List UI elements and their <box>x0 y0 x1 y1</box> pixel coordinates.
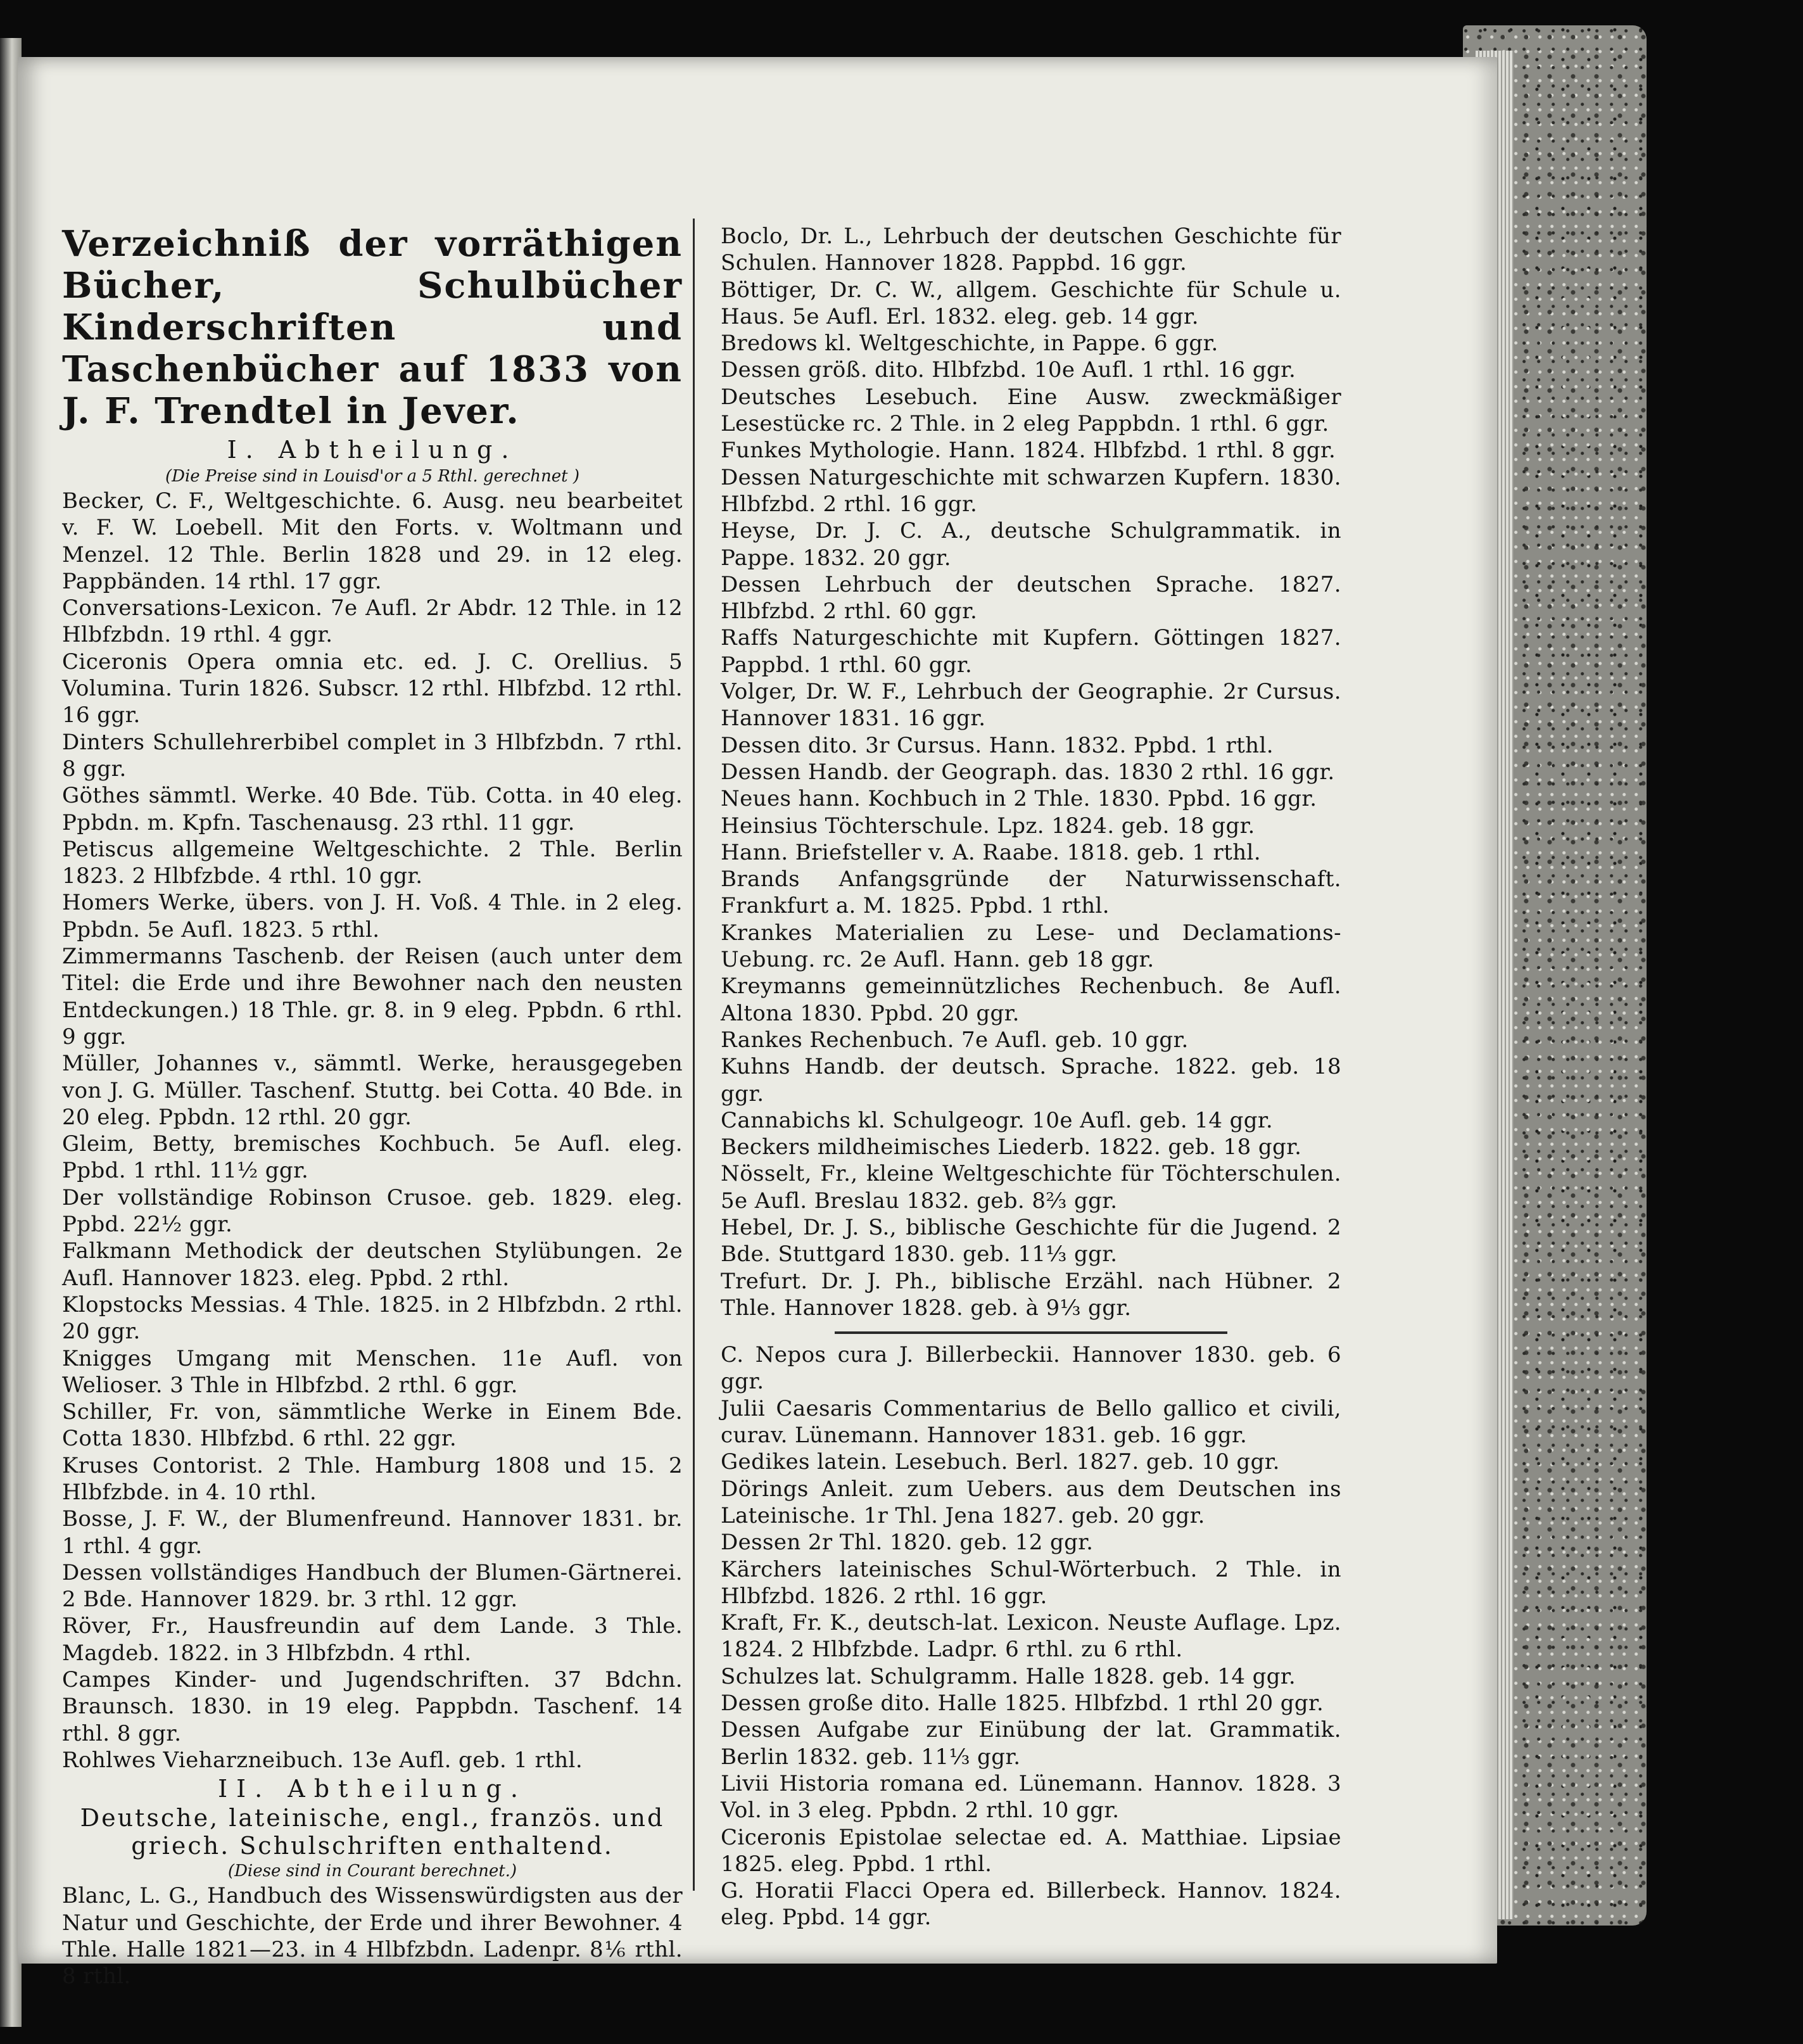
catalog-entry: Funkes Mythologie. Hann. 1824. Hlbfzbd. 1 rthl. 8 ggr. <box>721 438 1336 464</box>
right-entry-list <box>721 223 1341 1321</box>
book-page <box>18 57 1497 1990</box>
catalog-entry: Nösselt, Fr., kleine Weltgeschichte für Töchterschulen. 5e Aufl. Breslau 1832. geb. 8⅔ ggr. <box>721 1161 1341 1214</box>
catalog-entry: Becker, C. F., Weltgeschichte. 6. Ausg. neu bearbeitet v. F. W. Loebell. Mit den Forts. v. Woltmann und Menzel. 12 Thle. Berlin 1828 und 29. in 12 eleg. Pappbänden. 14 rthl. 17 ggr. <box>62 488 683 594</box>
catalog-entry: Dessen Handb. der Geograph. das. 1830 2 rthl. 16 ggr. <box>721 759 1335 785</box>
catalog-entry: Zimmermanns Taschenb. der Reisen (auch unter dem Titel: die Erde und ihre Bewohner nach den neusten Entdeckungen.) 18 Thle. gr. 8. in 9 eleg. Ppbdn. 6 rthl. 9 ggr. <box>62 944 683 1050</box>
catalog-entry: Volger, Dr. W. F., Lehrbuch der Geographie. 2r Cursus. Hannover 1831. 16 ggr. <box>721 679 1341 732</box>
catalog-entry: Kärchers lateinisches Schul-Wörterbuch. 2 Thle. in Hlbfzbd. 1826. 2 rthl. 16 ggr. <box>721 1556 1341 1609</box>
catalog-entry: Campes Kinder- und Jugendschriften. 37 Bdchn. Braunsch. 1830. in 19 eleg. Pappbdn. Taschenf. 14 rthl. 8 ggr. <box>62 1667 683 1746</box>
left-column <box>62 223 683 1990</box>
catalog-entry: Schulzes lat. Schulgramm. Halle 1828. geb. 14 ggr. <box>721 1663 1296 1689</box>
right-column <box>721 223 1341 1931</box>
catalog-entry: Neues hann. Kochbuch in 2 Thle. 1830. Ppbd. 16 ggr. <box>721 786 1317 812</box>
catalog-entry: Kraft, Fr. K., deutsch-lat. Lexicon. Neuste Auflage. Lpz. 1824. 2 Hlbfzbde. Ladpr. 6 rthl. zu 6 rthl. <box>721 1610 1341 1663</box>
catalog-entry: Beckers mildheimisches Liederb. 1822. geb. 18 ggr. <box>721 1134 1302 1160</box>
catalog-entry: Kuhns Handb. der deutsch. Sprache. 1822. geb. 18 ggr. <box>721 1054 1341 1107</box>
catalog-entry: Gedikes latein. Lesebuch. Berl. 1827. geb. 10 ggr. <box>721 1449 1280 1475</box>
left-entry-list-2 <box>62 1882 683 1990</box>
catalog-entry: Dörings Anleit. zum Uebers. aus dem Deutschen ins Lateinische. 1r Thl. Jena 1827. geb. 20 ggr. <box>721 1476 1341 1528</box>
catalog-entry: Gleim, Betty, bremisches Kochbuch. 5e Aufl. eleg. Ppbd. 1 rthl. 11½ ggr. <box>62 1131 683 1184</box>
catalog-entry: Livii Historia romana ed. Lünemann. Hannov. 1828. 3 Vol. in 3 eleg. Ppbdn. 2 rthl. 10 ggr. <box>721 1770 1341 1824</box>
section-1-note: (Die Preise sind in Louisd'or a 5 Rthl. gerechnet ) <box>165 467 579 486</box>
catalog-entry: Brands Anfangsgründe der Naturwissenschaft. Frankfurt a. M. 1825. Ppbd. 1 rthl. <box>721 866 1341 919</box>
catalog-entry: Rohlwes Vieharzneibuch. 13e Aufl. geb. 1 rthl. <box>62 1747 583 1773</box>
catalog-entry: Blanc, L. G., Handbuch des Wissenswürdigsten aus der Natur und Geschichte, der Erde und ihrer Bewohner. 4 Thle. Halle 1821—23. in 4 Hlbfzbdn. Ladenpr. 8⅙ rthl. 8 rthl. <box>62 1883 683 1990</box>
catalog-entry: Schiller, Fr. von, sämmtliche Werke in Einem Bde. Cotta 1830. Hlbfzbd. 6 rthl. 22 ggr. <box>62 1399 683 1452</box>
catalog-entry: Röver, Fr., Hausfreundin auf dem Lande. 3 Thle. Magdeb. 1822. in 3 Hlbfzbdn. 4 rthl. <box>62 1613 683 1666</box>
page-title: Verzeichniß der vorräthigen Bücher, Schulbücher Kinderschriften und Taschenbücher auf 1833 von J. F. Trendtel in Jever. <box>62 223 683 432</box>
catalog-entry: Dinters Schullehrerbibel complet in 3 Hlbfzbdn. 7 rthl. 8 ggr. <box>62 729 683 782</box>
catalog-entry: Der vollständige Robinson Crusoe. geb. 1829. eleg. Ppbd. 22½ ggr. <box>62 1184 683 1238</box>
catalog-entry: Kreymanns gemeinnützliches Rechenbuch. 8e Aufl. Altona 1830. Ppbd. 20 ggr. <box>721 974 1341 1026</box>
catalog-entry: Kruses Contorist. 2 Thle. Hamburg 1808 und 15. 2 Hlbfzbde. in 4. 10 rthl. <box>62 1452 683 1505</box>
catalog-entry: Cannabichs kl. Schulgeogr. 10e Aufl. geb. 14 ggr. <box>721 1107 1274 1133</box>
catalog-entry: Böttiger, Dr. C. W., allgem. Geschichte für Schule u. Haus. 5e Aufl. Erl. 1832. eleg. geb. 14 ggr. <box>721 277 1341 329</box>
catalog-entry: Krankes Materialien zu Lese- und Declamations-Uebung. rc. 2e Aufl. Hann. geb 18 ggr. <box>721 920 1341 973</box>
catalog-entry: Klopstocks Messias. 4 Thle. 1825. in 2 Hlbfzbdn. 2 rthl. 20 ggr. <box>62 1292 683 1345</box>
catalog-entry: Raffs Naturgeschichte mit Kupfern. Göttingen 1827. Pappbd. 1 rthl. 60 ggr. <box>721 625 1341 678</box>
section-rule <box>835 1331 1227 1334</box>
section-2-heading: II. Abtheilung. <box>218 1775 527 1803</box>
catalog-entry: Knigges Umgang mit Menschen. 11e Aufl. von Welioser. 3 Thle in Hlbfzbd. 2 rthl. 6 ggr. <box>62 1345 683 1398</box>
catalog-entry: Göthes sämmtl. Werke. 40 Bde. Tüb. Cotta. in 40 eleg. Ppbdn. m. Kpfn. Taschenausg. 23 rthl. 11 ggr. <box>62 783 683 835</box>
catalog-entry: Trefurt. Dr. J. Ph., biblische Erzähl. nach Hübner. 2 Thle. Hannover 1828. geb. à 9⅓ ggr. <box>721 1268 1341 1321</box>
catalog-entry: Dessen Aufgabe zur Einübung der lat. Grammatik. Berlin 1832. geb. 11⅓ ggr. <box>721 1717 1341 1770</box>
left-entry-list <box>62 488 683 1774</box>
right-entry-list-2 <box>721 1342 1341 1931</box>
catalog-entry: Dessen größ. dito. Hlbfzbd. 10e Aufl. 1 rthl. 16 ggr. <box>721 357 1296 383</box>
catalog-entry: Julii Caesaris Commentarius de Bello gallico et civili, curav. Lünemann. Hannover 1831. geb. 16 ggr. <box>721 1395 1341 1449</box>
catalog-entry: G. Horatii Flacci Opera ed. Billerbeck. Hannov. 1824. eleg. Ppbd. 14 ggr. <box>721 1878 1341 1931</box>
catalog-entry: Conversations-Lexicon. 7e Aufl. 2r Abdr. 12 Thle. in 12 Hlbfzbdn. 19 rthl. 4 ggr. <box>62 595 683 648</box>
catalog-entry: Hebel, Dr. J. S., biblische Geschichte für die Jugend. 2 Bde. Stuttgard 1830. geb. 11⅓ ggr. <box>721 1214 1341 1267</box>
catalog-entry: Bosse, J. F. W., der Blumenfreund. Hannover 1831. br. 1 rthl. 4 ggr. <box>62 1506 683 1559</box>
catalog-entry: Müller, Johannes v., sämmtl. Werke, herausgegeben von J. G. Müller. Taschenf. Stuttg. bei Cotta. 40 Bde. in 20 eleg. Ppbdn. 12 rthl. 20 ggr. <box>62 1051 683 1130</box>
catalog-entry: Heinsius Töchterschule. Lpz. 1824. geb. 18 ggr. <box>721 813 1255 839</box>
catalog-entry: Rankes Rechenbuch. 7e Aufl. geb. 10 ggr. <box>721 1027 1189 1053</box>
catalog-entry: Ciceronis Epistolae selectae ed. A. Matthiae. Lipsiae 1825. eleg. Ppbd. 1 rthl. <box>721 1824 1341 1877</box>
catalog-entry: Dessen große dito. Halle 1825. Hlbfzbd. 1 rthl 20 ggr. <box>721 1691 1324 1717</box>
catalog-entry: Hann. Briefsteller v. A. Raabe. 1818. geb. 1 rthl. <box>721 839 1262 865</box>
section-2-subheading: Deutsche, lateinische, engl., französ. und griech. Schulschriften enthaltend. <box>80 1804 665 1860</box>
catalog-entry: Dessen Naturgeschichte mit schwarzen Kupfern. 1830. Hlbfzbd. 2 rthl. 16 ggr. <box>721 464 1341 517</box>
catalog-entry: Petiscus allgemeine Weltgeschichte. 2 Thle. Berlin 1823. 2 Hlbfzbde. 4 rthl. 10 ggr. <box>62 836 683 889</box>
catalog-entry: Dessen dito. 3r Cursus. Hann. 1832. Ppbd. 1 rthl. <box>721 732 1274 758</box>
catalog-entry: Ciceronis Opera omnia etc. ed. J. C. Orellius. 5 Volumina. Turin 1826. Subscr. 12 rthl. Hlbfzbd. 12 rthl. 16 ggr. <box>62 649 683 728</box>
column-divider <box>693 219 695 1891</box>
catalog-entry: Dessen 2r Thl. 1820. geb. 12 ggr. <box>721 1530 1094 1556</box>
catalog-entry: C. Nepos cura J. Billerbeckii. Hannover 1830. geb. 6 ggr. <box>721 1342 1341 1395</box>
catalog-entry: Bredows kl. Weltgeschichte, in Pappe. 6 ggr. <box>721 331 1218 357</box>
section-1-heading: I. Abtheilung. <box>227 436 518 464</box>
catalog-entry: Dessen vollständiges Handbuch der Blumen-Gärtnerei. 2 Bde. Hannover 1829. br. 3 rthl. 12 ggr. <box>62 1559 683 1613</box>
catalog-entry: Falkmann Methodick der deutschen Stylübungen. 2e Aufl. Hannover 1823. eleg. Ppbd. 2 rthl. <box>62 1238 683 1291</box>
catalog-entry: Dessen Lehrbuch der deutschen Sprache. 1827. Hlbfzbd. 2 rthl. 60 ggr. <box>721 571 1341 625</box>
catalog-entry: Boclo, Dr. L., Lehrbuch der deutschen Geschichte für Schulen. Hannover 1828. Pappbd. 16 ggr. <box>721 224 1341 276</box>
catalog-entry: Homers Werke, übers. von J. H. Voß. 4 Thle. in 2 eleg. Ppbdn. 5e Aufl. 1823. 5 rthl. <box>62 890 683 943</box>
section-2-note: (Diese sind in Courant berechnet.) <box>227 1862 517 1881</box>
catalog-entry: Deutsches Lesebuch. Eine Ausw. zweckmäßiger Lesestücke rc. 2 Thle. in 2 eleg Pappbdn. 1 rthl. 6 ggr. <box>721 384 1341 437</box>
catalog-entry: Heyse, Dr. J. C. A., deutsche Schulgrammatik. in Pappe. 1832. 20 ggr. <box>721 518 1341 571</box>
